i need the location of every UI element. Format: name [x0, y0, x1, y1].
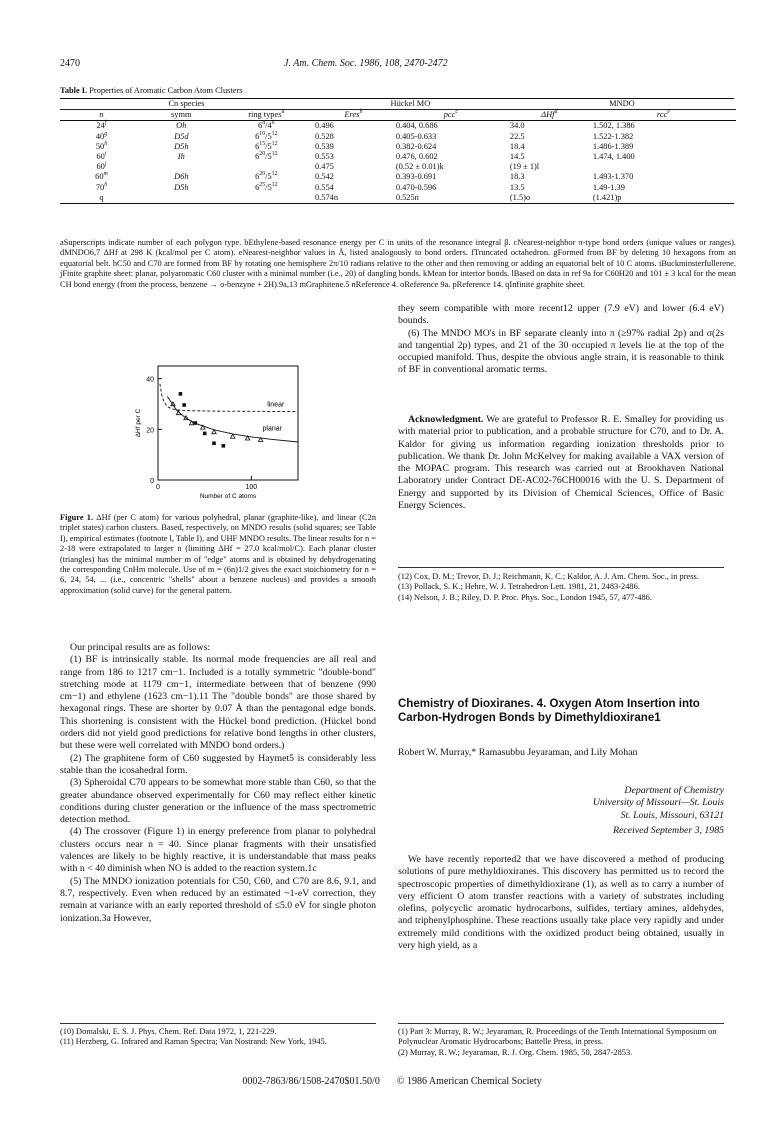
cell-eres: 0.542 [314, 172, 334, 182]
cell-eres: 0.574n [314, 192, 338, 202]
cell-sup: 12 [271, 130, 278, 137]
cell-n: 60$^i$ [96, 151, 107, 162]
page-footer [0, 1076, 784, 1087]
table-row [60, 132, 736, 142]
cell-pcc: 0.393-0.691 [395, 172, 437, 182]
table-column-mark: c [455, 109, 458, 116]
footnote: (1) Part 3: Murray, R. W.; Jeyaraman, R. Proceedings of the Tenth International Symposium on Polynuclear Aromatic Hydrocarbons; Battelle Press, in press. [398, 1027, 717, 1047]
received-date: Received September 3, 1985 [613, 824, 724, 836]
cell-rcc: 1.493-1.370 [592, 172, 634, 182]
table-row [60, 121, 736, 132]
cell-pcc: 0.404, 0.686 [395, 121, 438, 131]
affiliation-line: University of Missouri—St. Louis [592, 797, 724, 809]
cell-dhf: 18.4 [509, 141, 525, 151]
cell-eres: 0.528 [314, 131, 334, 141]
cell-sup: 6 [271, 120, 275, 127]
acknowledgment-label: Acknowledgment. [408, 414, 484, 425]
cell-rcc: 1.474, 1.400 [592, 152, 635, 162]
cell-symm: D5d [174, 131, 189, 141]
cell-dhf: 18.3 [509, 172, 525, 182]
paragraph: (3) Spheroidal C70 appears to be somewhat more stable than C60, so that the greater abundance observed experimentally for C60 may reflect either kinetic conditions during cluster generation or the influence of the mass spectrometric detection method. [60, 777, 376, 826]
cell-n: 24$^f$ [96, 120, 107, 131]
cell-dhf: (19 ± 1)l [509, 162, 540, 172]
footer-code: 0002-7863/86/1508-2470$01.50/0 [242, 1076, 380, 1087]
y-tick-label: 20 [146, 427, 154, 435]
cell-eres: 0.539 [314, 141, 334, 151]
annotation-planar: planar [262, 425, 283, 433]
cell-pcc: 0.476, 0.602 [395, 152, 438, 162]
paragraph: (1) BF is intrinsically stable. Its normal mode frequencies are all real and range from 186 to 1217 cm−1. Included is a totally symmetric "double-bond" stretching mode at 1179 cm−1, intermediate between that of benzene (990 cm−1) and ethylene (1623 cm−1).11 The "double bonds" are those shared by hexagonal rings. These are shorter by 0.07 Å than the pentagonal edge bonds. This shortening is consistent with the Hückel bond prediction. (Hückel bond orders did not yield good predictions for relative bond lengths in other clusters, but these were well correlated with MNDO bond orders.) [60, 654, 376, 752]
cell-symm: D5h [174, 141, 189, 151]
cell-rings: $6^{20}/5^{12}$ [255, 151, 278, 162]
cell-dhf: (1.5)o [509, 192, 531, 202]
right-footnotes [398, 1027, 724, 1058]
figure-1 [66, 360, 314, 500]
cell-dhf: 34.0 [509, 121, 525, 131]
table-row [60, 142, 736, 152]
footer-copyright: © 1986 American Chemical Society [396, 1076, 542, 1087]
cell-rings [220, 162, 313, 172]
footnote: (10) Domalski, E. S. J. Phys. Chem. Ref. Data 1972, 1, 221-229. [60, 1027, 277, 1036]
cell-rcc: 1.486-1.389 [592, 141, 634, 151]
reference-list [398, 572, 724, 603]
acknowledgment-text: We are grateful to Professor R. E. Smalley for providing us with material prior to publication, and a probable structure for C70, and to Dr. A. Kaldor for giving us information regarding ionization thresholds prior to publication. We thank Dr. John McKelvey for making available a VAX version of the MOPAC program. This research was carried out at Brookhaven National Laboratory under Contract DE-AC02-76CH00016 with the U. S. Department of Energy and supported by its Division of Chemical Sciences, Office of Basic Energy Sciences. [398, 414, 724, 512]
table-footnotes: aSuperscripts indicate number of each polygon type. bEthylene-based resonance energy per C in units of the resonance integral β. cNearest-neighbor π-type bond orders (unique values or ranges). dMNDO6,7 ΔHf at 298 K (kcal/mol per C atom). eNearest-neighbor values in Å, listed analogously to bond orders. fTruncated octahedron. gFormed from BF by deleting 10 hexagons from an equatorial belt. hC50 and C70 are formed from BF by rotating one hemisphere 2π/10 radians relative to the other and then removing or adding an equatorial belt of 10 C atoms. iBuckminsterfullerene. jFinite graphite sheet: planar, polyaromatic C60 cluster with a minimal number (i.e., 20) of dangling bonds. kMean for interior bonds. lBased on data in ref 9a for C60H20 and 101 ± 3 kcal for the mean CH bond energy (from the process, benzene → o-benzyne + 2H).9a,13 mGraphitene.5 nReference 4. oReference 9a. pReference 14. qInfinite graphite sheet. [60, 238, 736, 289]
paragraph: (4) The crossover (Figure 1) in energy preference from planar to polyhedral clusters occurs near n = 40. Since planar fragments with their unsatisfied valences are likely to be highly reactive, it is understandable that mass peaks with n < 40 diminish when NO is added to the reaction system.1c [60, 826, 376, 875]
cell-mark: h [104, 181, 108, 188]
cell-dhf: 14.5 [509, 152, 525, 162]
cell-pcc: 0.470-0.596 [395, 182, 437, 192]
mndo-point [203, 432, 207, 436]
cell-symm [143, 193, 220, 203]
table-row [60, 162, 736, 172]
article-title: Chemistry of Dioxiranes. 4. Oxygen Atom Insertion into Carbon-Hydrogen Bonds by Dimethyldioxirane1 [398, 698, 700, 724]
figure-caption-text: ΔHf (per C atom) for various polyhedral, planar (graphite-like), and linear (C2n triplet states) carbon clusters. Based, respectively, on MNDO results (solid squares; see Table I), empirical estimates (footnote l, Table I), and UHF MNDO results. The linear results for n = 2-18 were extrapolated to larger n (limiting ΔHf = 27.0 kcal/mol/C). Each planar cluster (triangles) has the minimal number m of "edge" atoms and is obtained by dehydrogenating the corresponding CnHm molecule. Use of m = (6n)1/2 gives the exact stoichiometry for n = 6, 24, 54, ... (i.e., concentric "shells" about a benzene nucleus) and provides a smooth approximation (solid curve) for the general pattern. [60, 513, 377, 595]
cell-symm: Ih [177, 152, 185, 162]
left-footnotes [60, 1027, 376, 1048]
cell-pcc: 0.525n [395, 192, 419, 202]
cell-rings: $6^{10}/5^{12}$ [255, 130, 278, 141]
table-column-mark: e [667, 109, 670, 116]
figure-caption-label: Figure 1. [60, 513, 94, 522]
figure-caption [60, 513, 376, 596]
paragraph: Our principal results are as follows: [70, 642, 211, 653]
cell-rcc: 1.502, 1.386 [592, 121, 635, 131]
authors: Robert W. Murray,* Ramasubbu Jeyaraman, and Lily Mohan [398, 747, 638, 758]
footnote: (11) Herzberg, G. Infrared and Raman Spectra; Van Nostrand: New York, 1945. [60, 1037, 327, 1047]
cell-sup: 8 [262, 120, 266, 127]
x-tick-label: 0 [156, 484, 160, 491]
affiliation [398, 785, 724, 837]
table-row [60, 193, 736, 203]
cell-dhf: 13.5 [509, 182, 525, 192]
cell-symm: D6h [174, 172, 189, 182]
cell-sup: 12 [271, 151, 278, 158]
cell-mark: j [104, 161, 107, 168]
cell-mark: h [104, 141, 108, 148]
right-column-text [398, 303, 724, 377]
table-grid [60, 99, 736, 203]
left-column-text [60, 642, 376, 925]
y-tick-label: 0 [150, 478, 154, 485]
plot-frame [158, 366, 298, 480]
cell-pcc: (0.52 ± 0.01)k [395, 162, 444, 172]
reference: (13) Pollack, S. K.; Hehre, W. J. Tetrahedron Lett. 1981, 21, 2483-2486. [398, 582, 640, 592]
table-group-header: Cn species [60, 99, 313, 110]
table-caption [60, 86, 243, 96]
cell-rcc: 1.49-1.39 [592, 182, 625, 192]
mndo-point [212, 441, 216, 445]
cell-n: 70$^h$ [95, 181, 108, 192]
cell-rcc: (1.421)p [592, 192, 622, 202]
cell-dhf: 22.5 [509, 131, 525, 141]
table-column-header: ΔHf$^d$ [508, 110, 591, 121]
cell-eres: 0.496 [314, 121, 334, 131]
mndo-point [182, 403, 186, 407]
cell-mark: g [104, 130, 108, 137]
cell-eres: 0.475 [314, 162, 334, 172]
cell-mark: m [103, 171, 108, 178]
cell-rings [220, 193, 313, 203]
table-column-header: Eres$^b$ [313, 110, 394, 121]
cell-sup: 20 [259, 151, 266, 158]
affiliation-line: St. Louis, Missouri, 63121 [620, 809, 724, 821]
x-tick-label: 100 [245, 484, 258, 491]
table-column-header: rcc$^e$ [591, 110, 736, 121]
cell-symm: Oh [176, 121, 187, 131]
cell-eres: 0.553 [314, 152, 334, 162]
cell-sup: 12 [271, 141, 278, 148]
cell-n: 50$^h$ [95, 141, 108, 151]
cell-n: 60$^j$ [96, 161, 107, 172]
table-column-header: n [60, 110, 143, 121]
cell-eres: 0.554 [314, 182, 334, 192]
cell-sup: 15 [259, 141, 266, 148]
cell-sup: 12 [271, 171, 278, 178]
table-caption-text: Properties of Aromatic Carbon Atom Clusters [89, 86, 243, 95]
table-column-header: symm [143, 110, 220, 121]
cell-rcc: 1.522-1.382 [592, 131, 634, 141]
cell-rings: $6^{20}/5^{12}$ [255, 171, 278, 182]
cell-symm: D5h [174, 182, 189, 192]
mndo-point [179, 392, 183, 396]
cell-rings: $6^{15}/5^{12}$ [255, 141, 278, 151]
cell-pcc: 0.382-0.624 [395, 141, 437, 151]
table-column-mark: b [359, 109, 363, 116]
acknowledgment [398, 414, 724, 512]
reference: (14) Nelson, J. B.; Riley, D. P. Proc. Phys. Soc., London 1945, 57, 477-486. [398, 592, 652, 602]
paragraph: they seem compatible with more recent12 upper (7.9 eV) and lower (6.4 eV) bounds. [398, 303, 724, 327]
cell-sup: 20 [259, 171, 266, 178]
article-intro: We have recently reported2 that we have discovered a method of producing solutions of pure methyldioxiranes. This discovery has permitted us to record the spectroscopic properties of dimethyldioxirane (1), as well as to carry a number of very efficient O atom transfer reactions with a variety of substrates including olefins, polycyclic aromatic hydrocarbons, sulfides, tertiary amines, aldehydes, and triphenylphosphine. These reactions usually take place very rapidly and under extremely mild conditions with the oxidized product being obtained, usually in very high yield, as a [398, 854, 724, 952]
cell-mark: f [104, 120, 107, 127]
properties-table [60, 99, 736, 204]
cell-n: 60$^m$ [95, 171, 108, 182]
table-column-mark: d [554, 109, 558, 116]
x-axis-label: Number of C atoms [199, 493, 257, 500]
paragraph: (5) The MNDO ionization potentials for C50, C60, and C70 are 8.6, 9.1, and 8.7, respectively. Even when reduced by an estimated ~1-eV correction, they remain at variance with an early reported threshold of ≤5.0 eV for single photon ionization.3a However, [60, 875, 376, 924]
table-caption-label: Table I. [60, 86, 88, 95]
page-number: 2470 [60, 58, 80, 69]
planar-point [230, 434, 234, 438]
y-axis-label: ΔHf per C [135, 408, 142, 438]
table-row [60, 152, 736, 162]
affiliation-line: Department of Chemistry [624, 785, 724, 796]
paragraph: (2) The graphitene form of C60 suggested by Haymet5 is considerably less stable than the icosahedral form. [60, 752, 376, 776]
cell-symm [143, 162, 220, 172]
table-group-header: MNDO [508, 99, 736, 110]
cell-n: 40$^g$ [95, 130, 108, 141]
cell-mark: i [104, 151, 107, 158]
table-column-header: ring types$^a$ [220, 110, 313, 121]
annotation-linear: linear [267, 401, 285, 409]
journal-header: J. Am. Chem. Soc. 1986, 108, 2470-2472 [284, 58, 448, 69]
delta-hf-chart [66, 360, 314, 500]
table-column-mark: a [281, 109, 285, 116]
cell-rings: $6^{25}/5^{12}$ [255, 181, 278, 192]
table-group-header: Hückel MO [313, 99, 508, 110]
cell-rcc [591, 162, 736, 172]
cell-rings: $6^8/4^6$ [258, 120, 275, 131]
paragraph: (6) The MNDO MO's in BF separate cleanly into π (≥97% radial 2p) and σ(2s and tangential 2p) types, and 21 of the 30 occupied π levels lie at the top of the occupied manifold. Thus, despite the obvious angle strain, it is reasonable to think of BF in conventional aromatic terms. [398, 327, 724, 376]
cell-n: q [99, 192, 104, 202]
table-column-header: pcc$^c$ [394, 110, 508, 121]
cell-sup: 10 [259, 130, 266, 137]
cell-pcc: 0.405-0.633 [395, 131, 437, 141]
table-row [60, 183, 736, 193]
cell-sup: 25 [259, 181, 266, 188]
cell-sup: 12 [271, 181, 278, 188]
y-tick-label: 40 [146, 376, 154, 384]
footnote: (2) Murray, R. W.; Jeyaraman, R. J. Org. Chem. 1985, 50, 2847-2853. [398, 1047, 633, 1057]
reference: (12) Cox, D. M.; Trevor, D. J.; Reichmann, K. C.; Kaldor, A. J. Am. Chem. Soc., in press. [398, 572, 699, 581]
mndo-point [222, 444, 226, 448]
table-row [60, 172, 736, 182]
